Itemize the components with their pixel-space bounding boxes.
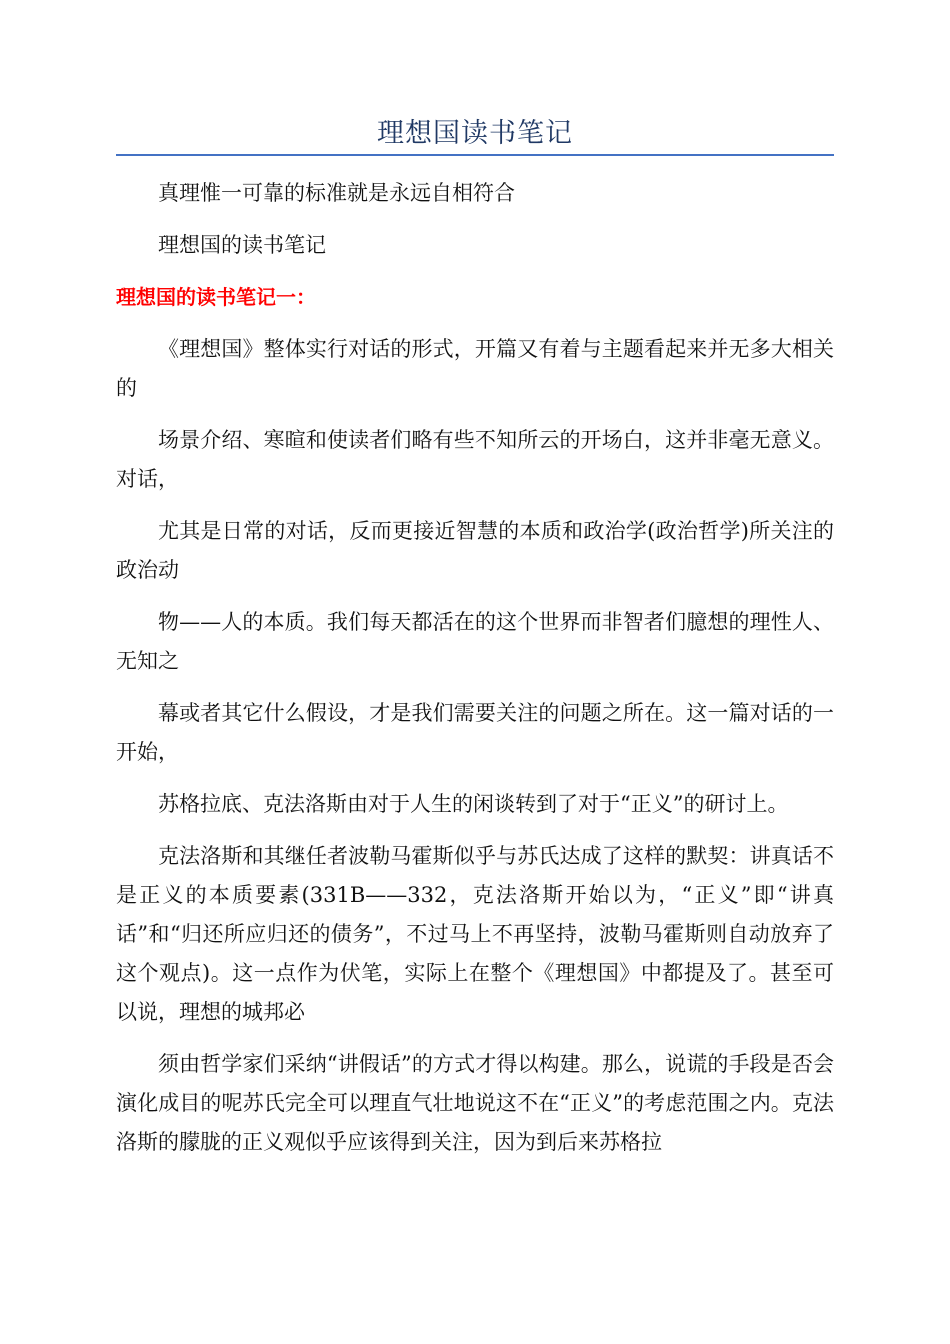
title-underline <box>116 154 834 156</box>
body-paragraph: 《理想国》整体实行对话的形式，开篇又有着与主题看起来并无多大相关的 <box>116 337 834 400</box>
body-paragraph: 克法洛斯和其继任者波勒马霍斯似乎与苏氏达成了这样的默契：讲真话不是正义的本质要素(331B——332，克法洛斯开始以为，“正义”即“讲真话”和“归还所应归还的债务”，不过马上不再坚持，波勒马霍斯则自动放弃了这个观点)。这一点作为伏笔，实际上在整个《理想国》中都提及了。甚至可以说，理想的城邦必 <box>116 844 834 1024</box>
document-body <box>116 174 834 1162</box>
intro-paragraph-2: 理想国的读书笔记 <box>158 233 326 257</box>
body-paragraph: 幕或者其它什么假设，才是我们需要关注的问题之所在。这一篇对话的一开始， <box>116 701 834 764</box>
body-paragraph: 物——人的本质。我们每天都活在的这个世界而非智者们臆想的理性人、无知之 <box>116 610 834 673</box>
body-paragraph: 场景介绍、寒暄和使读者们略有些不知所云的开场白，这并非毫无意义。对话， <box>116 428 834 491</box>
body-paragraph: 苏格拉底、克法洛斯由对于人生的闲谈转到了对于“正义”的研讨上。 <box>158 792 789 816</box>
body-paragraph: 须由哲学家们采纳“讲假话”的方式才得以构建。那么，说谎的手段是否会演化成目的呢苏氏完全可以理直气壮地说这不在“正义”的考虑范围之内。克法洛斯的朦胧的正义观似乎应该得到关注，因为到后来苏格拉 <box>116 1052 834 1154</box>
document-title: 理想国读书笔记 <box>377 118 573 149</box>
body-paragraph: 尤其是日常的对话，反而更接近智慧的本质和政治学(政治哲学)所关注的政治动 <box>116 519 834 582</box>
section-heading: 理想国的读书笔记一： <box>116 285 316 309</box>
intro-paragraph-1: 真理惟一可靠的标准就是永远自相符合 <box>158 181 515 205</box>
